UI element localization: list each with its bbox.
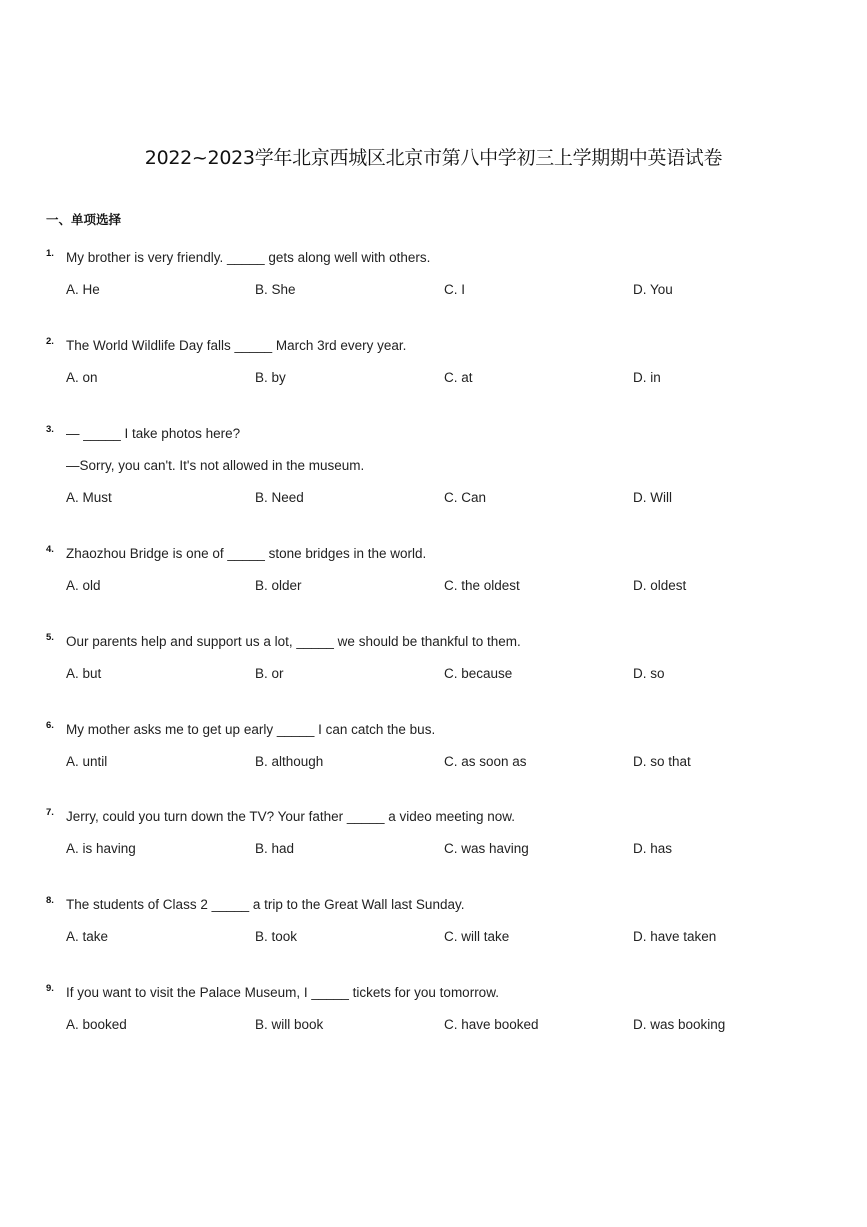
question-number: 9. <box>46 983 54 994</box>
option-c[interactable]: C. as soon as <box>444 754 527 769</box>
option-b[interactable]: B. will book <box>255 1017 324 1032</box>
option-d[interactable]: D. so that <box>633 754 691 769</box>
question-5 <box>46 634 846 682</box>
question-text: — _____ I take photos here? <box>66 426 241 441</box>
option-b[interactable]: B. or <box>255 666 284 681</box>
question-3 <box>46 426 846 506</box>
options-row <box>66 282 846 298</box>
options-row <box>66 666 846 682</box>
option-b[interactable]: B. by <box>255 370 286 385</box>
options-row <box>66 841 846 857</box>
option-c[interactable]: C. at <box>444 370 473 385</box>
option-a[interactable]: A. on <box>66 370 98 385</box>
question-2 <box>46 338 846 386</box>
option-a[interactable]: A. booked <box>66 1017 127 1032</box>
question-number: 2. <box>46 336 54 347</box>
question-number: 3. <box>46 424 54 435</box>
option-a[interactable]: A. but <box>66 666 102 681</box>
question-text: Our parents help and support us a lot, _____ we should be thankful to them. <box>66 634 521 649</box>
option-b[interactable]: B. had <box>255 841 295 856</box>
exam-title: 2022~2023学年北京西城区北京市第八中学初三上学期期中英语试卷 <box>144 147 723 169</box>
options-row <box>66 490 846 506</box>
option-b[interactable]: B. although <box>255 754 324 769</box>
question-number: 7. <box>46 807 54 818</box>
option-b[interactable]: B. took <box>255 929 298 944</box>
option-c[interactable]: C. have booked <box>444 1017 539 1032</box>
question-text: The students of Class 2 _____ a trip to the Great Wall last Sunday. <box>66 897 465 912</box>
option-d[interactable]: D. was booking <box>633 1017 726 1032</box>
option-d[interactable]: D. have taken <box>633 929 717 944</box>
question-6 <box>46 722 846 770</box>
question-text: If you want to visit the Palace Museum, I _____ tickets for you tomorrow. <box>66 985 499 1000</box>
question-text: Jerry, could you turn down the TV? Your father _____ a video meeting now. <box>66 809 516 824</box>
question-number: 6. <box>46 720 54 731</box>
option-b[interactable]: B. Need <box>255 490 304 505</box>
option-a[interactable]: A. He <box>66 282 100 297</box>
option-d[interactable]: D. oldest <box>633 578 687 593</box>
question-text: My mother asks me to get up early _____ I can catch the bus. <box>66 722 436 737</box>
options-row <box>66 370 846 386</box>
option-a[interactable]: A. take <box>66 929 109 944</box>
option-c[interactable]: C. the oldest <box>444 578 520 593</box>
option-d[interactable]: D. has <box>633 841 673 856</box>
section-heading: 一、单项选择 <box>46 212 122 227</box>
option-c[interactable]: C. was having <box>444 841 529 856</box>
options-row <box>66 754 846 770</box>
option-b[interactable]: B. She <box>255 282 296 297</box>
question-8 <box>46 897 846 945</box>
option-c[interactable]: C. will take <box>444 929 510 944</box>
question-7 <box>46 809 846 857</box>
option-c[interactable]: C. I <box>444 282 466 297</box>
question-4 <box>46 546 846 594</box>
question-1 <box>46 250 846 298</box>
option-a[interactable]: A. old <box>66 578 101 593</box>
question-number: 4. <box>46 544 54 555</box>
option-a[interactable]: A. Must <box>66 490 112 505</box>
question-text-reply: —Sorry, you can't. It's not allowed in the museum. <box>66 458 365 473</box>
options-row <box>66 1017 846 1033</box>
option-d[interactable]: D. so <box>633 666 665 681</box>
option-b[interactable]: B. older <box>255 578 302 593</box>
question-text: Zhaozhou Bridge is one of _____ stone bridges in the world. <box>66 546 427 561</box>
question-number: 8. <box>46 895 54 906</box>
question-9 <box>46 985 846 1033</box>
option-d[interactable]: D. in <box>633 370 661 385</box>
options-row <box>66 929 846 945</box>
option-c[interactable]: C. Can <box>444 490 487 505</box>
option-a[interactable]: A. is having <box>66 841 136 856</box>
option-d[interactable]: D. Will <box>633 490 672 505</box>
options-row <box>66 578 846 594</box>
option-a[interactable]: A. until <box>66 754 108 769</box>
question-number: 5. <box>46 632 54 643</box>
question-text: The World Wildlife Day falls _____ March 3rd every year. <box>66 338 407 353</box>
question-number: 1. <box>46 248 54 259</box>
option-c[interactable]: C. because <box>444 666 513 681</box>
question-text: My brother is very friendly. _____ gets along well with others. <box>66 250 431 265</box>
option-d[interactable]: D. You <box>633 282 673 297</box>
